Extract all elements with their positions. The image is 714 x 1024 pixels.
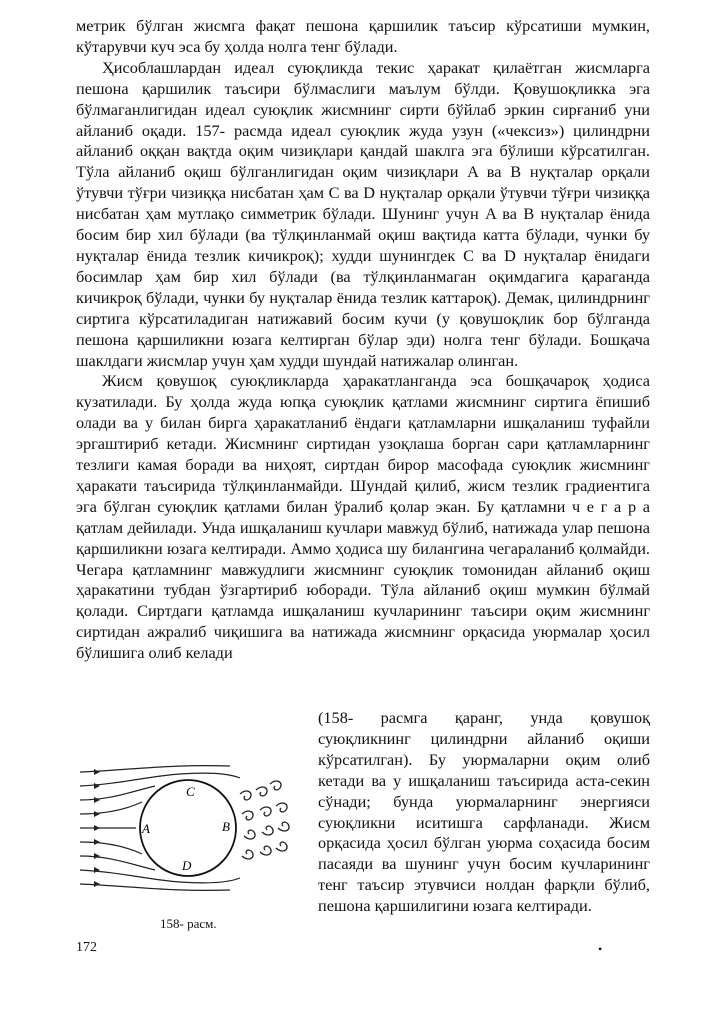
point-label-b: B (222, 819, 230, 834)
arrow-icon (94, 769, 100, 775)
figure-158-cylinder-flow (80, 760, 300, 910)
streamline (80, 773, 240, 786)
vortex-icon (276, 803, 287, 812)
streamline (80, 766, 230, 772)
streamline (80, 884, 230, 890)
arrow-icon (94, 853, 100, 859)
arrow-icon (94, 825, 100, 831)
paragraph-viscous-fluid: Жисм қовушоқ суюқликларда ҳаракатланганда эса бошқачароқ ҳодиса кузатилади. Бу ҳолда жуда юпқа суюқлик қатлами жисмнинг сиртига ёпишиб олади ва у билан бирга ҳаракатланиб ёндаги қатламларни ишқаланиш туфайли эргаштириб кетади. Жисмнинг сиртидан узоқлаша борган сари қатламларнинг тезлиги камая боради ва ниҳоят, сиртдан бирор масофада суюқлик жисмнинг ҳаракати таъсирида тўлқинланмайди. Шундай қилиб, жисм тезлик градиентига эга бўлган суюқлик қатлами билан ўралиб қолар экан. Бу қатламни ч е г а р а қатлам дейилади. Унда ишқаланиш кучлари мавжуд бўлиб, натижада улар пешона қаршиликни юзага келтиради. Аммо ҳодиса шу билангина чегараланиб қолмайди. Чегара қатламнинг мавжудлиги жисмнинг суюқлик томонидан айланиб оқиш ҳаракатини тубдан ўзгартириб юборади. Тўла айланиб оқиш мумкин бўлмай қолади. Сиртдаги қатламда ишқаланиш кучларининг таъсири оқим жисмнинг сиртидан ажралиб чиқишига ва натижада жисмнинг орқасида уюрмалар ҳосил бўлишига олиб келади (76, 371, 650, 663)
streamline (80, 842, 142, 854)
wake-vortices (240, 781, 289, 859)
cylinder-flow-diagram (80, 760, 300, 910)
vortex-icon (260, 807, 271, 816)
streamline (80, 856, 155, 870)
vortex-icon (242, 850, 253, 859)
arrow-icon (94, 839, 100, 845)
arrow-icon (94, 797, 100, 803)
wrapped-text-beside-figure: (158- расмга қаранг, унда қовушоқ суюқликнинг цилиндрни айланиб оқиши кўрсатилган). Бу уюрмаларни оқим олиб кетади ва у ишқаланиш таъсирида аста-секин сўнади; бунда уюрмаларнинг энергияси суюқликни иситишга сарфланади. Жисм орқасида ҳосил бўлган уюрма соҳасида босим пасаяди ва шунинг учун босим кучларининг тенг таъсир этувчиси нолдан фарқли бўлиб, пешона қаршилигини юзага келтиради. (318, 708, 650, 916)
vortex-icon (270, 781, 281, 790)
point-label-a: A (142, 821, 150, 836)
paragraph-ideal-fluid: Ҳисоблашлардан идеал суюқликда текис ҳаракат қилаётган жисмларга пешона қаршилик таъсири бўлмаслиги маълум бўлди. Қовушоқликка эга бўлмаганлигидан идеал суюқлик жисмнинг сирти бўйлаб эркин сирғаниб уни айланиб оқади. 157- расмда идеал суюқлик жуда узун («чексиз») цилиндрни айланиб оққан вақтда оқим чизиқлари қандай шаклга эга бўлиши кўрсатилган. Тўла айланиб оқиш бўлганлигидан оқим чизиқлари A ва B нуқталар орқали ўтувчи тўғри чизиққа нисбатан ҳам C ва D нуқталар орқали ўтувчи тўғри чизиққа нисбатан ҳам мутлақо симметрик бўлади. Шунинг учун A ва B нуқталар ёнида босим бир хил бўлади (ва тўлқинланмай оқиш вақтида катта бўлади, чунки бу нуқталар ёнида тезлик кичикроқ); худди шунингдек C ва D нуқталар ёнидаги босимлар ҳам бир хил бўлади (ва тўлқинланмаган оқимдагига қараганда кичикроқ бўлади, чунки бу нуқталар ёнида тезлик каттароқ). Демак, цилиндрнинг сиртига кўрсатиладиган натижавий босим кучи (у қовушоқлик бор бўлганда пешона қаршиликни юзага келтирган бўлар эди) нолга тенг бўлади. Бошқача шаклдаги жисмлар учун ҳам худди шундай натижалар олинган. (76, 57, 650, 370)
vortex-icon (256, 787, 267, 796)
flow-arrows (94, 769, 100, 887)
vortex-icon (244, 830, 255, 839)
main-text-column (76, 16, 650, 664)
arrow-icon (94, 881, 100, 887)
streamlines (80, 766, 240, 891)
stray-mark: • (598, 942, 603, 956)
vortex-icon (278, 822, 289, 831)
vortex-icon (260, 846, 271, 855)
paragraph-continued: метрик бўлган жисмга фақат пешона қаршилик таъсир кўрсатиши мумкин, кўтарувчи куч эса бу ҳолда нолга тенг бўлади. (76, 16, 650, 56)
vortex-icon (242, 811, 253, 820)
vortex-icon (240, 791, 251, 800)
point-label-c: C (186, 784, 195, 799)
streamline (80, 786, 155, 800)
streamline (80, 870, 240, 883)
point-label-d: D (182, 858, 192, 873)
arrow-icon (94, 811, 100, 817)
figure-caption: 158- расм. (160, 916, 217, 931)
streamline (80, 802, 142, 814)
page-number: 172 (76, 940, 97, 955)
vortex-icon (262, 826, 273, 835)
vortex-icon (276, 842, 287, 851)
